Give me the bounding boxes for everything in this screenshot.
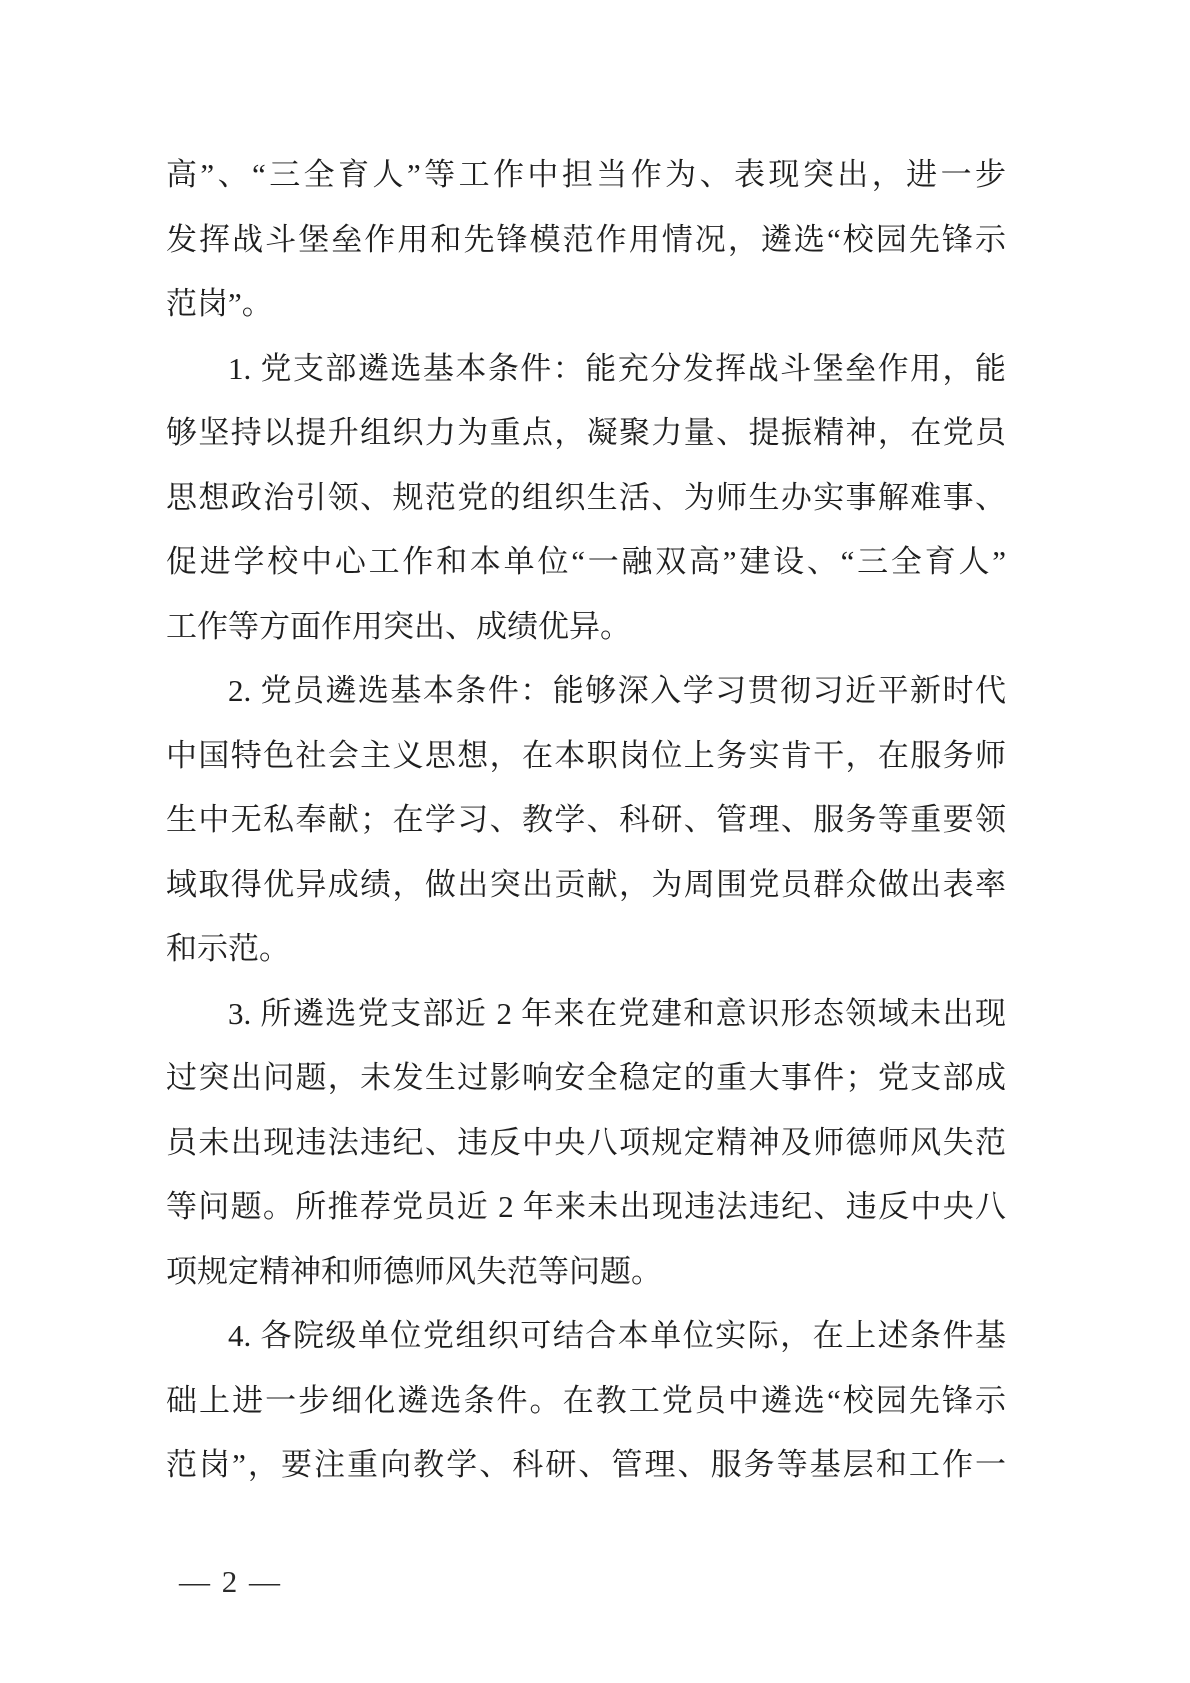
page-number-footer: — 2 —: [179, 1564, 282, 1599]
paragraph: [166, 1304, 1006, 1498]
text-line: 工作等方面作用突出、成绩优异。: [166, 608, 631, 644]
text-line: 过突出问题，未发生过影响安全稳定的重大事件；党支部成: [166, 1060, 1006, 1095]
text-line: 够坚持以提升组织力为重点，凝聚力量、提振精神，在党员: [166, 415, 1006, 450]
paragraph: [166, 143, 1006, 337]
text-line: 1. 党支部遴选基本条件：能充分发挥战斗堡垒作用，能: [228, 350, 1006, 386]
text-line: 3. 所遴选党支部近 2 年来在党建和意识形态领域未出现: [228, 995, 1006, 1031]
text-line: 生中无私奉献；在学习、教学、科研、管理、服务等重要领: [166, 802, 1006, 837]
text-line: 4. 各院级单位党组织可结合本单位实际，在上述条件基: [228, 1318, 1006, 1353]
paragraph: [166, 659, 1006, 982]
text-line: 2. 党员遴选基本条件：能够深入学习贯彻习近平新时代: [228, 673, 1006, 708]
text-line: 促进学校中心工作和本单位“一融双高”建设、“三全育人”: [166, 544, 1006, 579]
text-line: 范岗”，要注重向教学、科研、管理、服务等基层和工作一: [166, 1447, 1006, 1482]
text-line: 思想政治引领、规范党的组织生活、为师生办实事解难事、: [166, 479, 1006, 515]
text-line: 中国特色社会主义思想，在本职岗位上务实肯干，在服务师: [166, 737, 1006, 773]
text-line: 员未出现违法违纪、违反中央八项规定精神及师德师风失范: [166, 1124, 1006, 1160]
text-line: 等问题。所推荐党员近 2 年来未出现违法违纪、违反中央八: [166, 1189, 1006, 1224]
paragraph: [166, 982, 1006, 1305]
text-line: 和示范。: [166, 931, 290, 966]
text-line: 发挥战斗堡垒作用和先锋模范作用情况，遴选“校园先锋示: [166, 221, 1006, 257]
text-line: 高”、“三全育人”等工作中担当作为、表现突出，进一步: [166, 157, 1006, 192]
text-line: 础上进一步细化遴选条件。在教工党员中遴选“校园先锋示: [166, 1382, 1006, 1418]
text-line: 项规定精神和师德师风失范等问题。: [166, 1253, 662, 1289]
text-line: 域取得优异成绩，做出突出贡献，为周围党员群众做出表率: [166, 866, 1006, 902]
text-line: 范岗”。: [166, 286, 273, 321]
document-body: [166, 143, 1006, 1498]
paragraph: [166, 337, 1006, 660]
